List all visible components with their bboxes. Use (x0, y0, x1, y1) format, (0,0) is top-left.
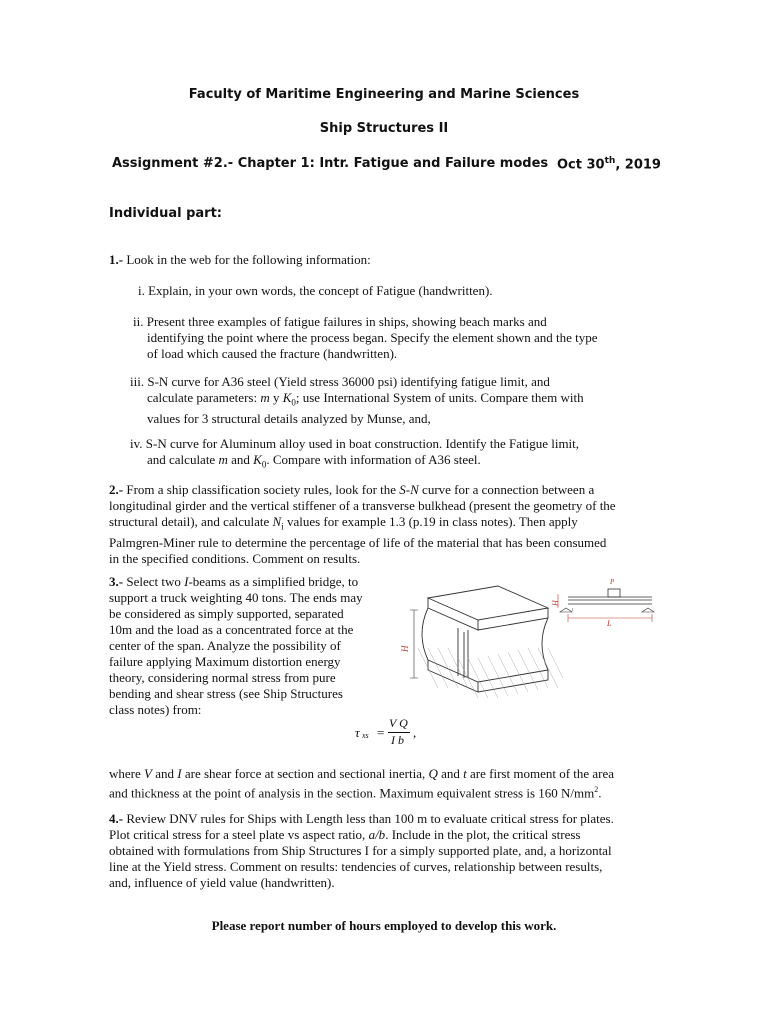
q1-item-i: i. Explain, in your own words, the concept of Fatigue (handwritten). (138, 283, 493, 298)
course-title: Ship Structures II (319, 121, 449, 136)
q3-where-paragraph: where V and I are shear force at section and sectional inertia, Q and t are first moment of the area and thickness at the point of analysis in the section. Maximum equivalent stress is 160 $N/mm^2$. (109, 766, 615, 801)
bottom-flange-top-edge (428, 660, 548, 682)
q1-intro: 1.- Look in the web for the following information: (109, 252, 371, 267)
faculty-title: Faculty of Maritime Engineering and Marine Sciences (188, 87, 580, 102)
bottom-flange-outline (428, 660, 548, 692)
assignment-title: Assignment #2.- Chapter 1: Intr. Fatigue and Failure modes (112, 156, 549, 171)
figure-label-h: H (551, 600, 560, 606)
footer-note: Please report number of hours employed to develop this work. (211, 918, 557, 933)
top-flange-side-face (478, 608, 548, 630)
figure-label-L: L (607, 619, 612, 628)
figure-label-H: H (400, 645, 410, 652)
q1-item-ii: ii. Present three examples of fatigue failures in ships, showing beach marks and identifying the point where the process began. Specify the element shown and the type of load which caused the fracture (handwritten). (133, 314, 598, 361)
figure-label-t: t (572, 608, 574, 613)
top-flange-front-face (428, 598, 478, 630)
q1-item-iv: iv. S-N curve for Aluminum alloy used in boat construction. Identify the Fatigue limit, and calculate m and $K_0$. Compare with information of A36 steel. (130, 436, 580, 470)
document-page: Faculty of Maritime Engineering and Marine Sciences Ship Structures II Assignment #2.- Chapter 1: Intr. Fatigue and Failure modes Oct 30th, 2019 Individual part: 1.- Look in the web for the following information: i. Explain, in your own words, the concept of Fatigue (handwritten). ii. Present three examples of fatigue failures in ships, showing beach marks and identifying the point where the process began. Specify the element shown and the type of load which caused the fracture (handwritten). iii. S-N curve for A36 steel (Yield stress 36000 psi) identifying fatigue limit, and calculate parameters: m y $K_0$; use International System of units. Compare them with values for 3 structural details analyzed by Munse, and, iv. S-N curve for Aluminum alloy used in boat construction. Identify the Fatigue limit, and calculate m and $K_0$. Compare with information of A36 steel. 2.- From a ship classification society rules, look for the S-N curve for a connection between a longitudinal girder and the vertical stiffener of a transverse bulkhead (present the geometry of the structural detail), and calculate $N_i$ values for example 1.3 (p.19 in class notes). Then apply Palmgren-Miner rule to determine the percentage of life of the material that has been consumed in the specified conditions. Comment on results. 3.- Select two I-beams as a simplified bridge, to support a truck weighting 40 tons. The ends may be considered as simply supported, separated 10m and the load as a concentrated force at the center of the span. Analyze the possibility of failure applying Maximum distortion energy theory, considering normal stress from pure bending and shear stress (see Ship Structures class notes) from: H H L P t τ xs = V Q I b , where V and I are shear force at section and sectional inertia, Q and t are first moment of the area and thickness at the point of analysis in the section. Maximum equivalent stress is 160 $N/mm^2$. 4.- Review DNV rules for Ships with Length less than 100 m to evaluate critical stress for plates. Plot critical stress for a steel plate vs aspect ratio, a/b. Include in the plot, the critical stress obtained with formulations from Ship Structures I for a simply supported plate, and, a horizontal line at the Yield stress. Comment on results: tendencies of curves, relationship between results, and, influence of yield value (handwritten). Please report number of hours employed to develop this work. (0, 0, 768, 1024)
left-end-arc (422, 608, 428, 660)
assignment-date: Oct 30th, 2019 (557, 156, 661, 173)
q4-paragraph: 4.- Review DNV rules for Ships with Length less than 100 m to evaluate critical stress for plates. Plot critical stress for a steel plate vs aspect ratio, a/b. Include in the plot, the critical stress obtained with formulations from Ship Structures I for a simply supported plate, and, a horizontal line at the Yield stress. Comment on results: tendencies of curves, relationship between results, and, influence of yield value (handwritten). (109, 811, 614, 890)
q3-paragraph: 3.- Select two I-beams as a simplified bridge, to support a truck weighting 40 tons. The ends may be considered as simply supported, separated 10m and the load as a concentrated force at the center of the span. Analyze the possibility of failure applying Maximum distortion energy theory, considering normal stress from pure bending and shear stress (see Ship Structures class notes) from: (109, 574, 363, 717)
figure-label-top: P (610, 578, 615, 586)
side-elevation-sketch (558, 589, 654, 622)
top-flange-top-face (428, 586, 548, 620)
i-beam-figure (398, 568, 668, 718)
individual-part-heading: Individual part: (109, 206, 223, 221)
q2-paragraph: 2.- From a ship classification society rules, look for the S-N curve for a connection between a longitudinal girder and the vertical stiffener of a transverse bulkhead (present the geometry of the structural detail), and calculate $N_i$ values for example 1.3 (p.19 in class notes). Then apply Palmgren-Miner rule to determine the percentage of life of the material that has been consumed in the specified conditions. Comment on results. (109, 482, 616, 566)
q1-item-iii: iii. S-N curve for A36 steel (Yield stress 36000 psi) identifying fatigue limit, and calculate parameters: m y $K_0$; use International System of units. Compare them with values for 3 structural details analyzed by Munse, and, (130, 374, 584, 426)
